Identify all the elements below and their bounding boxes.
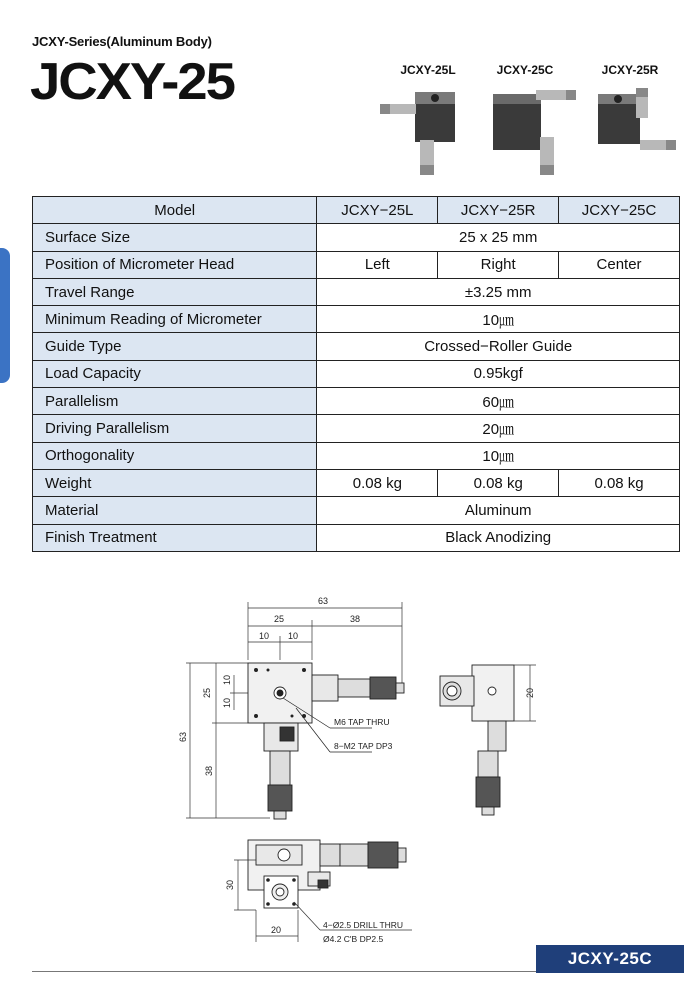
spec-label: Minimum Reading of Micrometer xyxy=(33,306,317,333)
note-drill-thru: 4−Ø2.5 DRILL THRU xyxy=(323,920,404,930)
spec-row-min-reading xyxy=(33,306,680,333)
spec-row-load-capacity xyxy=(33,360,680,387)
spec-header-col-25l: JCXY−25L xyxy=(317,197,438,224)
spec-value-25c: Center xyxy=(559,251,680,278)
product-label-25c: JCXY-25C xyxy=(496,63,554,77)
spec-value-25r: 0.08 kg xyxy=(438,469,559,496)
spec-row-orthogonality xyxy=(33,442,680,469)
spec-row-material xyxy=(33,497,680,524)
spec-value: 10㎛ xyxy=(317,306,680,333)
product-image-25r xyxy=(588,82,688,182)
spec-value: 60㎛ xyxy=(317,388,680,415)
spec-value: 0.95kgf xyxy=(317,360,680,387)
spec-row-driving-parallelism xyxy=(33,415,680,442)
side-tab-marker xyxy=(0,248,10,383)
spec-value-25l: Left xyxy=(317,251,438,278)
spec-value: Crossed−Roller Guide xyxy=(317,333,680,360)
spec-label: Surface Size xyxy=(33,224,317,251)
dim-30: 30 xyxy=(225,879,235,890)
dim-38-top: 38 xyxy=(350,614,361,624)
dim-10-d: 10 xyxy=(222,697,232,708)
spec-header-col-25c: JCXY−25C xyxy=(559,197,680,224)
side-view xyxy=(440,665,514,815)
dim-25-side: 25 xyxy=(202,687,212,698)
spec-row-parallelism xyxy=(33,388,680,415)
model-title: JCXY-25 xyxy=(30,53,234,111)
spec-row-guide-type xyxy=(33,333,680,360)
spec-row-micrometer-head xyxy=(33,251,680,278)
spec-value: 10㎛ xyxy=(317,442,680,469)
dim-20-bottom: 20 xyxy=(271,925,282,935)
spec-table xyxy=(32,196,680,552)
spec-value-25r: Right xyxy=(438,251,559,278)
spec-label: Parallelism xyxy=(33,388,317,415)
note-m6-tap: M6 TAP THRU xyxy=(334,717,390,727)
spec-row-surface-size xyxy=(33,224,680,251)
spec-header-row xyxy=(33,197,680,224)
spec-label: Weight xyxy=(33,469,317,496)
dim-25-top: 25 xyxy=(274,614,285,624)
dim-10-b: 10 xyxy=(288,631,299,641)
spec-value: Black Anodizing xyxy=(317,524,680,551)
dim-20-right: 20 xyxy=(525,687,535,698)
footer-model-tag: JCXY-25C xyxy=(536,945,684,973)
spec-value: 20㎛ xyxy=(317,415,680,442)
spec-label: Orthogonality xyxy=(33,442,317,469)
dim-10-a: 10 xyxy=(259,631,270,641)
spec-value: ±3.25 mm xyxy=(317,278,680,305)
dim-63-side: 63 xyxy=(178,731,188,742)
note-m2-tap: 8−M2 TAP DP3 xyxy=(334,741,393,751)
spec-label: Position of Micrometer Head xyxy=(33,251,317,278)
spec-value: 25 x 25 mm xyxy=(317,224,680,251)
spec-value-25c: 0.08 kg xyxy=(559,469,680,496)
spec-label: Travel Range xyxy=(33,278,317,305)
spec-row-weight xyxy=(33,469,680,496)
spec-label: Load Capacity xyxy=(33,360,317,387)
product-label-25r: JCXY-25R xyxy=(601,63,659,77)
bottom-view xyxy=(248,840,406,908)
spec-header-col-25r: JCXY−25R xyxy=(438,197,559,224)
note-counterbore: Ø4.2 C'B DP2.5 xyxy=(323,934,384,944)
dim-63-top: 63 xyxy=(318,596,329,606)
spec-row-finish xyxy=(33,524,680,551)
spec-label: Finish Treatment xyxy=(33,524,317,551)
product-image-25l xyxy=(375,82,475,182)
spec-label: Driving Parallelism xyxy=(33,415,317,442)
technical-drawing xyxy=(0,580,692,950)
series-title: JCXY-Series(Aluminum Body) xyxy=(32,34,212,49)
spec-row-travel-range xyxy=(33,278,680,305)
spec-value: Aluminum xyxy=(317,497,680,524)
spec-label: Material xyxy=(33,497,317,524)
product-image-25c xyxy=(488,82,588,182)
spec-value-25l: 0.08 kg xyxy=(317,469,438,496)
dim-10-c: 10 xyxy=(222,674,232,685)
dim-38-side: 38 xyxy=(204,765,214,776)
product-label-25l: JCXY-25L xyxy=(400,63,456,77)
spec-header-label: Model xyxy=(33,197,317,224)
spec-label: Guide Type xyxy=(33,333,317,360)
